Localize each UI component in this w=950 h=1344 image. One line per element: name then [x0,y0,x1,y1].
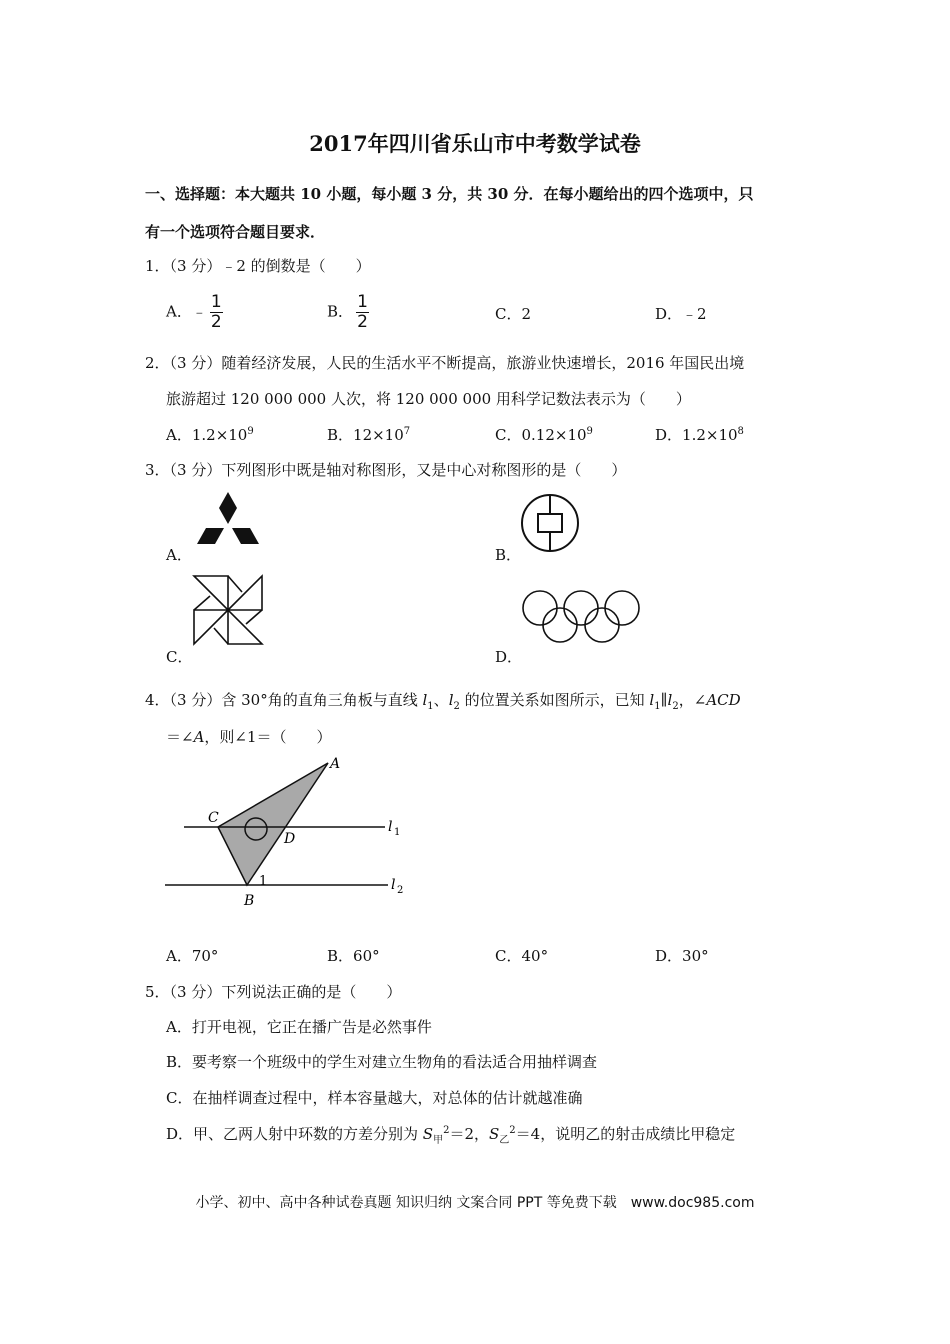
option-a-label: A．﹣ [166,302,207,321]
question-1-option-a [166,293,223,332]
diamond-top [219,492,237,524]
fraction-denominator: 2 [210,312,222,332]
label-l2: l [391,877,396,893]
option-base: D．1.2×10 [655,426,738,444]
circle-rectangle-figure [519,492,581,554]
pinwheel-line [228,576,242,592]
option-base: B．12×10 [327,426,404,444]
question-2-option-c [495,424,593,445]
option-exponent: 9 [586,426,593,437]
label-b: B [244,893,255,909]
fraction-numerator: 1 [210,292,222,312]
subscript: 1 [654,701,661,712]
label-d: D [284,831,296,847]
triangle-ruler [218,763,328,885]
question-4-option-a: A．70° [166,947,219,965]
pinwheel-line [194,596,210,610]
subscript-jia: 甲 [433,1135,444,1146]
triangle-parallel-lines-figure [160,755,410,910]
question-1-stem: 1．（3 分）﹣2 的倒数是（ ） [145,257,371,275]
mitsubishi-figure [193,488,263,554]
diamond-right [232,528,259,544]
page-footer: 小学、初中、高中各种试卷真题 知识归纳 文案合同 PPT 等免费下载 www.doc985.com [195,1195,755,1211]
label-angle-1: 1 [259,874,268,889]
label-c: C [208,810,219,826]
line-l-symbol: l [422,691,428,709]
question-1-option-c: C．2 [495,305,532,323]
text: ，则∠1＝（ ） [204,728,332,746]
variance-symbol: S [489,1125,500,1143]
label-l1-subscript: 1 [394,827,401,838]
question-5-option-b: B．要考察一个班级中的学生对建立生物角的看法适合用抽样调查 [166,1053,598,1071]
question-1-option-b [327,293,369,332]
line-l-symbol: l [649,691,655,709]
pinwheel-figure [192,574,264,646]
question-2-option-a [166,424,254,445]
variance-symbol: S [422,1125,434,1143]
question-4-stem-line1 [145,689,741,712]
subscript-yi: 乙 [499,1135,510,1146]
text: 、 [433,691,449,709]
question-2-stem-line2: 旅游超过 120 000 000 人次，将 120 000 000 用科学记数法表示为（ ） [166,390,691,408]
question-4-option-d: D．30° [655,947,709,965]
question-4-stem-line2 [166,726,332,747]
superscript-2: 2 [443,1125,450,1136]
fraction-one-half [210,293,223,332]
parallel-symbol: ∥ [660,691,668,709]
subscript: 1 [427,701,434,712]
question-2-option-d [655,424,744,445]
text: 4．（3 分）含 30°角的直角三角板与直线 [145,691,423,709]
ring [543,608,577,642]
line-l-symbol: l [448,691,454,709]
question-3-option-b: B． [495,546,522,564]
option-exponent: 7 [403,426,411,437]
text: 的位置关系如图所示，已知 [459,691,650,709]
option-exponent: 9 [247,426,254,437]
text: ＝∠ [166,728,194,746]
section-heading-line1: 一、选择题：本大题共 10 小题，每小题 3 分，共 30 分．在每小题给出的四个选项中，只 [145,185,754,203]
text: ，∠ [678,691,707,709]
question-5-stem: 5．（3 分）下列说法正确的是（ ） [145,983,402,1001]
option-b-label: B． [327,302,354,321]
text: D．甲、乙两人射中环数的方差分别为 [166,1125,423,1143]
option-exponent: 8 [737,426,744,437]
question-2-option-b [327,424,410,445]
question-4-option-c: C．40° [495,947,549,965]
ring [605,591,639,625]
question-5-option-c: C．在抽样调查过程中，样本容量越大，对总体的估计就越准确 [166,1089,583,1107]
pinwheel-line [246,610,262,624]
question-1-option-d: D．﹣2 [655,305,707,323]
subscript: 2 [453,701,460,712]
question-4-option-b: B．60° [327,947,380,965]
fraction-one-half [356,293,369,332]
label-a: A [330,756,341,772]
label-l1: l [388,819,393,835]
line-l-symbol: l [667,691,673,709]
section-heading-line2: 有一个选项符合题目要求． [145,223,326,241]
question-5-option-d [166,1123,735,1146]
ring [585,608,619,642]
question-3-option-a: A． [166,546,192,564]
angle-name: ACD [706,691,741,709]
inner-rectangle [538,514,562,532]
superscript-2: 2 [509,1125,516,1136]
question-3-option-c: C． [166,648,193,666]
diamond-left [197,528,224,544]
text: ＝2， [449,1125,489,1143]
option-base: A．1.2×10 [166,426,248,444]
ring [564,591,598,625]
fraction-denominator: 2 [357,312,368,332]
label-l2-subscript: 2 [397,885,404,896]
olympic-rings-figure [520,588,642,646]
subscript: 2 [672,701,679,712]
question-5-option-a: A．打开电视，它正在播广告是必然事件 [166,1018,432,1036]
option-base: C．0.12×10 [495,426,587,444]
pinwheel-line [214,628,228,644]
ring [523,591,557,625]
fraction-numerator: 1 [357,292,368,312]
question-3-option-d: D． [495,648,523,666]
question-2-stem-line1: 2．（3 分）随着经济发展，人民的生活水平不断提高，旅游业快速增长，2016 年国民出境 [145,354,745,372]
question-3-stem: 3．（3 分）下列图形中既是轴对称图形，又是中心对称图形的是（ ） [145,461,627,479]
page-title: 2017年四川省乐山市中考数学试卷 [309,131,641,156]
angle-name: A [193,728,205,746]
text: ＝4，说明乙的射击成绩比甲稳定 [515,1125,736,1143]
